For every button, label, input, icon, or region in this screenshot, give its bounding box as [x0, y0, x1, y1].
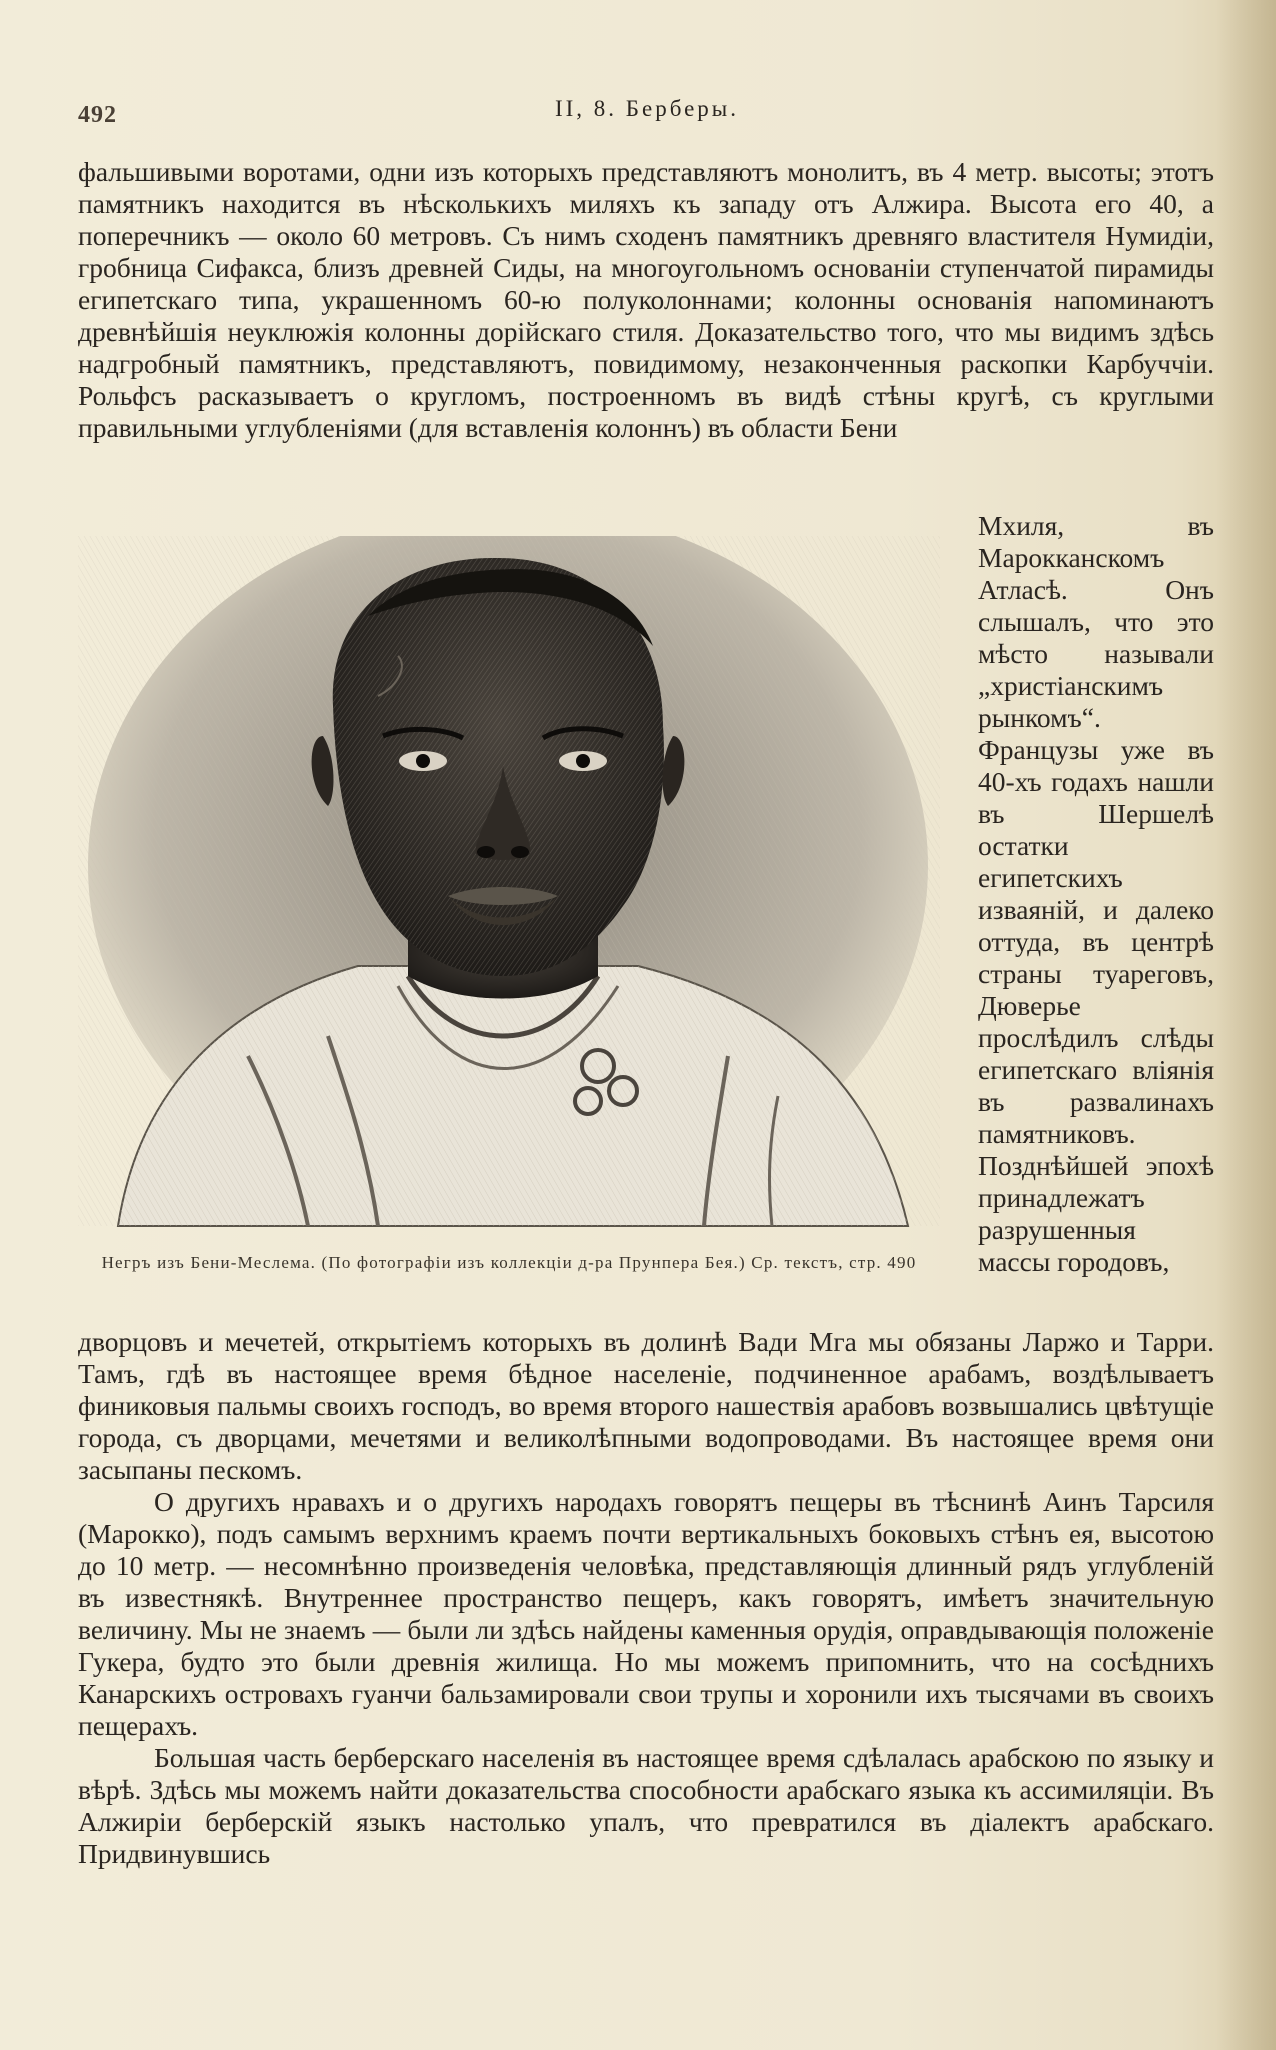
page-header	[78, 96, 1216, 132]
page-number: 492	[78, 102, 117, 128]
figure	[78, 536, 940, 1272]
paragraph: О другихъ нравахъ и о другихъ народахъ говорятъ пещеры въ тѣснинѣ Аинъ Тарсиля (Марокко), подъ самымъ верхнимъ краемъ почти вертикальныхъ боковыхъ стѣнъ ея, высотою до 10 метр. — несомнѣнно произведенія человѣка, представляющія длинный рядъ углубленій въ известнякѣ. Внутреннее пространство пещеръ, какъ говорятъ, имѣетъ значительную величину. Мы не знаемъ — были ли здѣсь найдены каменныя орудія, оправдывающія положеніе Гукера, будто это были древнія жилища. Но мы можемъ припомнить, что на сосѣднихъ Канарскихъ островахъ гуанчи бальзамировали свои трупы и хоронили ихъ тысячами въ своихъ пещерахъ.	[78, 1486, 1214, 1741]
paragraph: Большая часть берберскаго населенія въ настоящее время сдѣлалась арабскою по языку и вѣрѣ. Здѣсь мы можемъ найти доказательства способности арабскаго языка къ ассимиляціи. Въ Алжиріи берберскій языкъ настолько упалъ, что превратился въ діалектъ арабскаго. Придвинувшись	[78, 1742, 1214, 1869]
running-head: II, 8. Берберы.	[554, 96, 740, 121]
portrait-engraving-icon	[78, 536, 940, 1236]
body-text-bottom	[78, 1326, 1214, 1870]
paragraph: дворцовъ и мечетей, открытіемъ которыхъ въ долинѣ Вади Мга мы обязаны Ларжо и Тарри. Тамъ, гдѣ въ настоящее время бѣдное населеніе, подчиненное арабамъ, воздѣлываетъ финиковыя пальмы своихъ господъ, во время второго нашествія арабовъ возвышались цвѣтущіе города, съ дворцами, мечетями и великолѣпными водопроводами. Въ настоящее время они засыпаны пескомъ.	[78, 1326, 1214, 1485]
paragraph: фальшивыми воротами, одни изъ которыхъ представляютъ монолитъ, въ 4 метр. высоты; этотъ памятникъ находится въ нѣсколькихъ миляхъ къ западу отъ Алжира. Высота его 40, а поперечникъ — около 60 метровъ. Съ нимъ сходенъ памятникъ древняго властителя Нумидіи, гробница Сифакса, близъ древней Сиды, на многоугольномъ основаніи ступенчатой пирамиды египетскаго типа, украшенномъ 60-ю полуколоннами; колонны основанія напоминаютъ древнѣйшія неуклюжія колонны дорійскаго стиля. Доказательство того, что мы видимъ здѣсь надгробный памятникъ, представляютъ, повидимому, незаконченныя раскопки Карбуччіи. Рольфсъ расказываетъ о кругломъ, построенномъ въ видѣ стѣны кругѣ, съ круглыми правильными углубленіями (для вставленія колоннъ) въ области Бени	[78, 156, 1214, 443]
paragraph: Мхиля, въ Марокканскомъ Атласѣ. Онъ слышалъ, что это мѣсто называли „христіанскимъ рынкомъ“. Французы уже въ 40-хъ годахъ нашли въ Шершелѣ остатки египетскихъ изваяній, и далеко оттуда, въ центрѣ страны туареговъ, Дюверье прослѣдилъ слѣды египетскаго вліянія въ развалинахъ памятниковъ. Позднѣйшей эпохѣ принадлежатъ разрушенныя массы городовъ,	[978, 510, 1214, 1277]
body-text-top	[78, 156, 1214, 444]
side-text-column	[978, 510, 1214, 1278]
figure-caption: Негръ изъ Бени-Меслема. (По фотографіи изъ коллекціи д-ра Прунпера Бея.) Ср. текстъ, стр. 490	[101, 1253, 917, 1272]
